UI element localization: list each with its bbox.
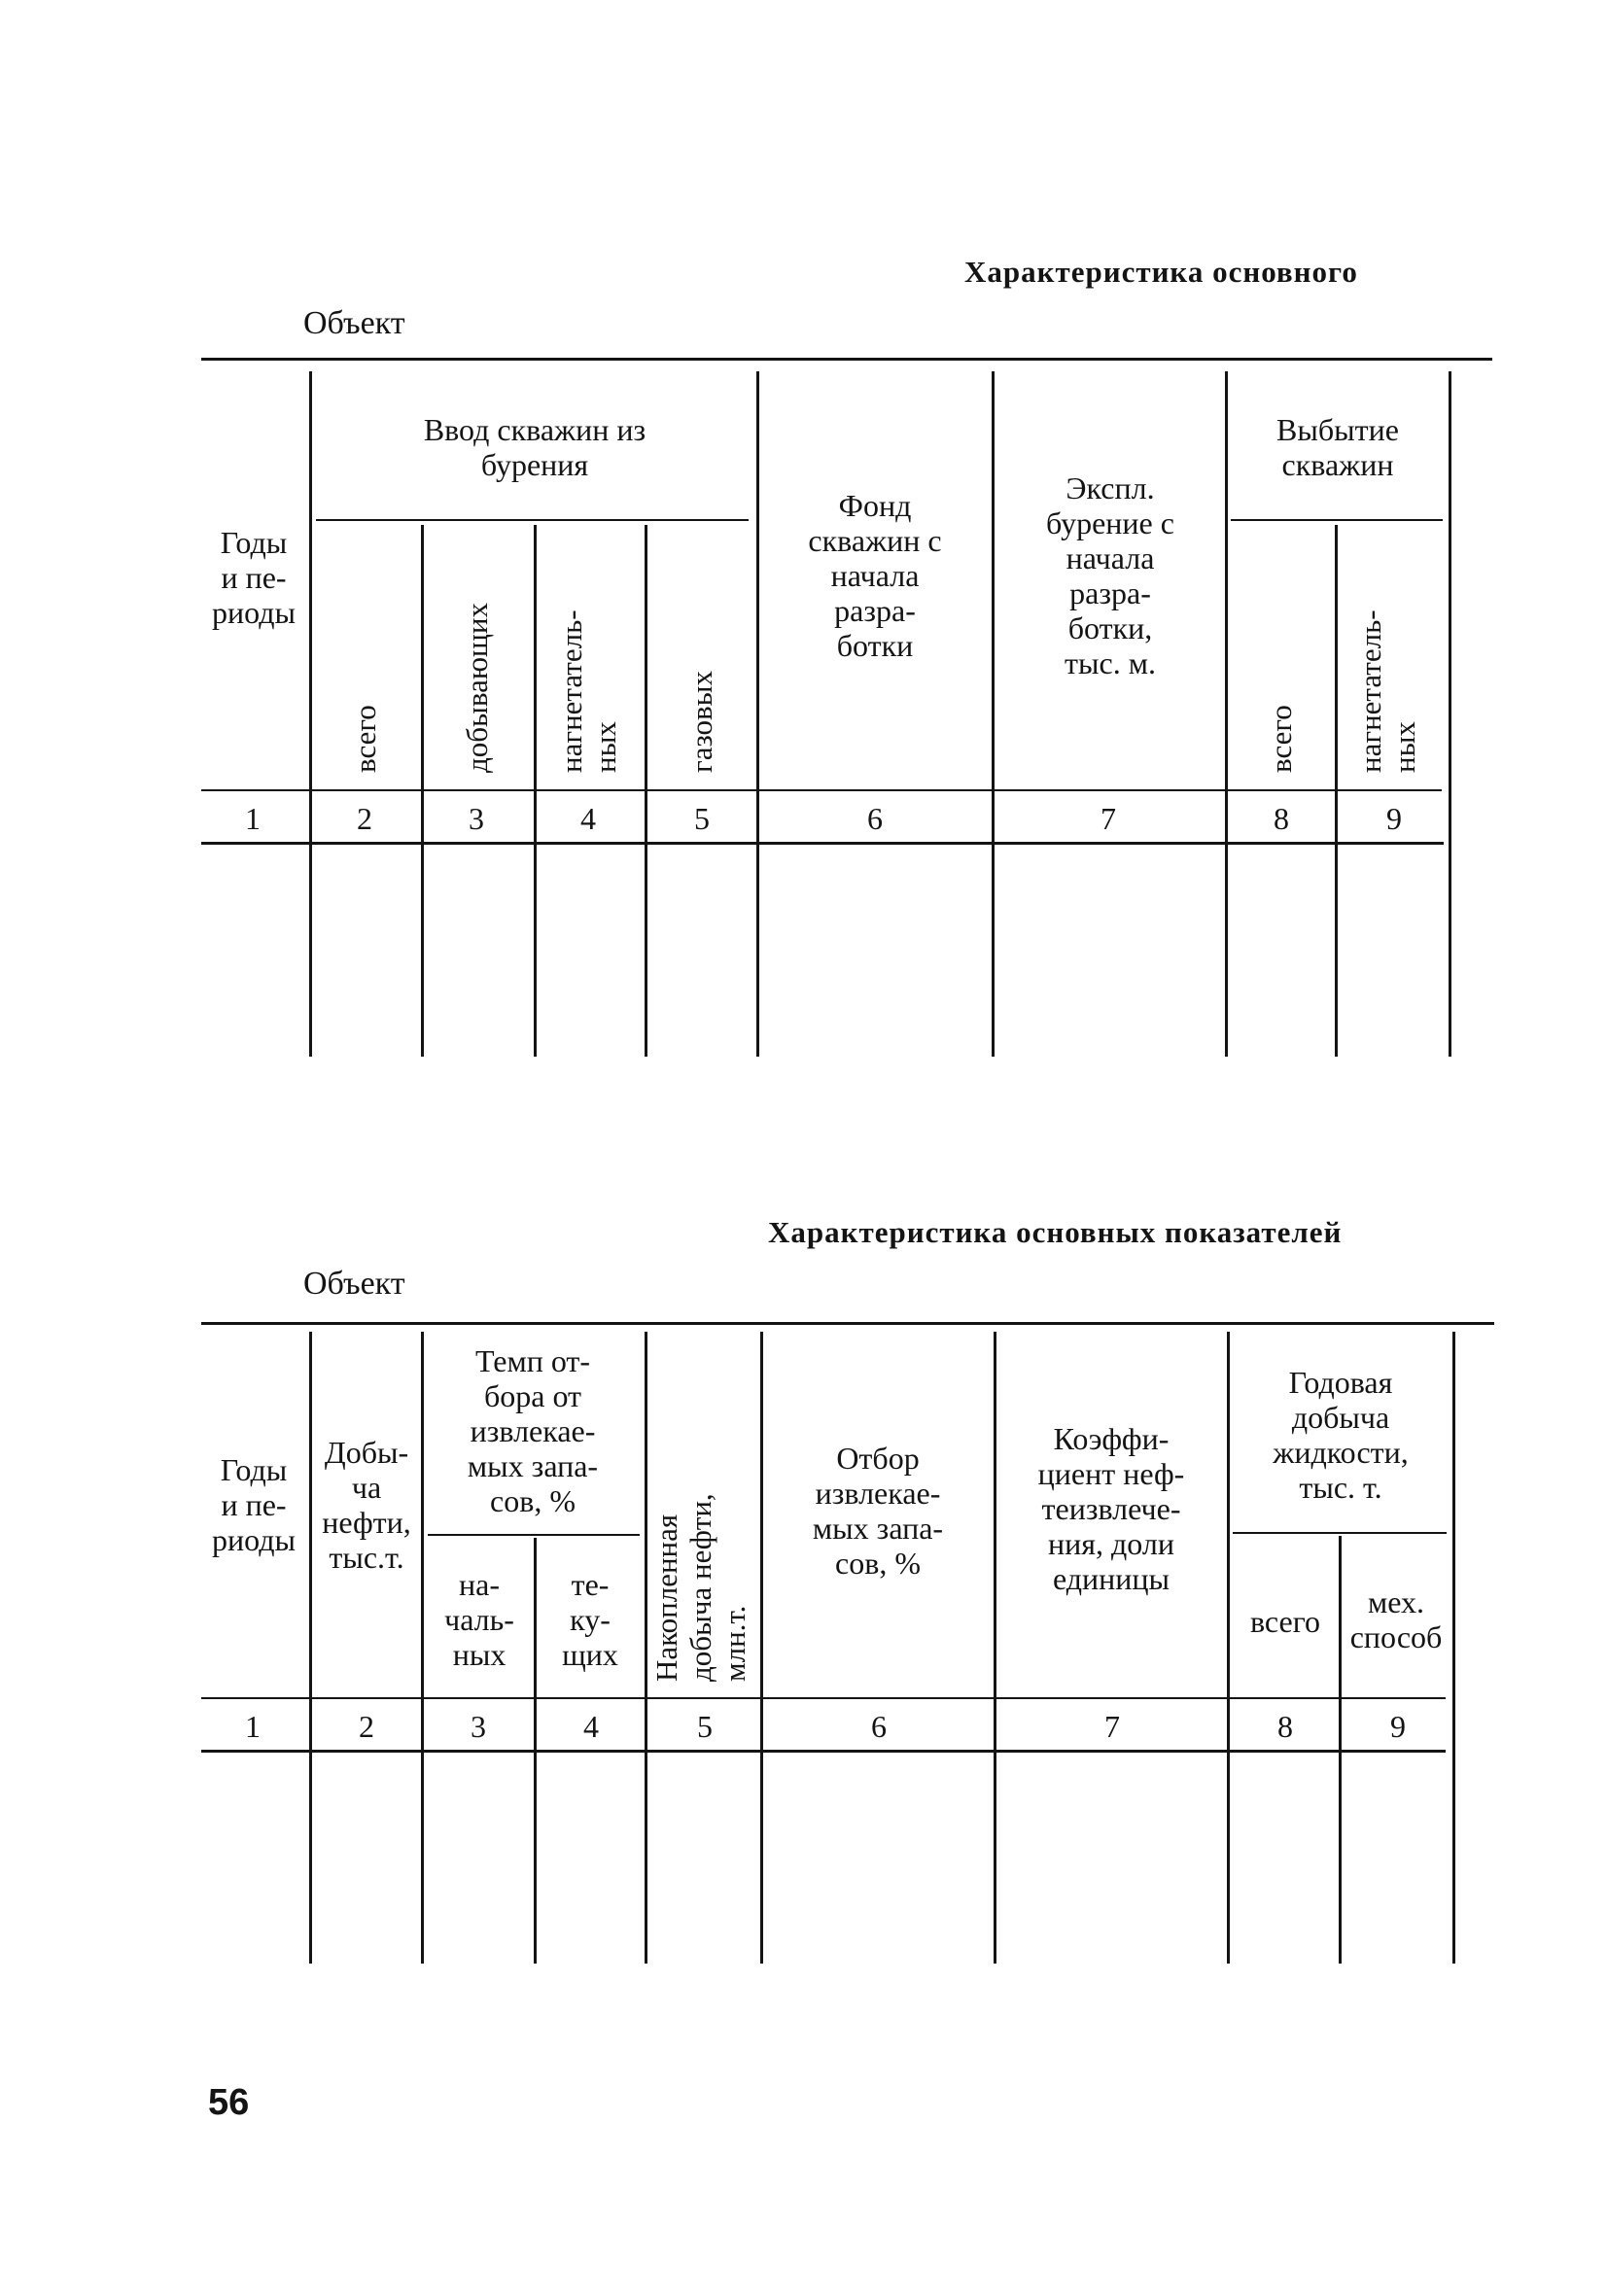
- table2-title: Характеристика основных показателей: [768, 1215, 1343, 1249]
- table1-col-number: 6: [867, 801, 883, 836]
- table2-header-years: Годы и пе- риоды: [212, 1452, 296, 1557]
- table1-header-gas: газовых: [684, 670, 718, 773]
- table1-top-rule: [201, 358, 1492, 361]
- table2-group-rule: [428, 1534, 640, 1536]
- table2-vline: [1452, 1332, 1455, 1964]
- table1-header-injection: нагнетатель- ных: [554, 609, 622, 773]
- table2-header-liquid-group: Годовая добыча жидкости, тыс. т.: [1273, 1365, 1409, 1505]
- table1-header-total: всего: [348, 705, 382, 773]
- table2-number-rule: [201, 1697, 1446, 1699]
- table2-top-rule: [201, 1322, 1494, 1325]
- table1-col-number: 9: [1386, 801, 1402, 836]
- table2-col-number: 2: [359, 1709, 374, 1744]
- table1-col-number: 1: [245, 801, 261, 836]
- table1-col-number: 7: [1100, 801, 1116, 836]
- table1-group-rule: [1231, 519, 1443, 521]
- table2-header-current: те- ку- щих: [562, 1567, 618, 1672]
- table1-object-label: Объект: [303, 305, 405, 341]
- table1-vline: [992, 371, 995, 1057]
- table2-vline: [1227, 1332, 1230, 1964]
- table2-header-cumulative: Накопленная добыча нефти, млн.т.: [649, 1493, 751, 1682]
- table2-col-number: 7: [1104, 1709, 1120, 1744]
- table1-header-fund: Фонд скважин с начала разра- ботки: [808, 488, 942, 663]
- table2-header-bottom-rule: [201, 1750, 1446, 1753]
- table2-header-oil: Добы- ча нефти, тыс.т.: [322, 1435, 411, 1575]
- table1-header-years: Годы и пе- риоды: [212, 525, 296, 630]
- table1-header-retire-group: Выбытие скважин: [1276, 412, 1399, 482]
- table2-col-number: 9: [1390, 1709, 1406, 1744]
- table1-header-retire-total: всего: [1264, 705, 1298, 773]
- table1-col-number: 2: [357, 801, 372, 836]
- table1-col-number: 3: [469, 801, 484, 836]
- table2-col-number: 8: [1277, 1709, 1293, 1744]
- table1-header-retire-injection: нагнетатель- ных: [1353, 609, 1421, 773]
- page-number: 56: [208, 2082, 250, 2123]
- table1-vline: [756, 371, 759, 1057]
- table2-vline: [760, 1332, 763, 1964]
- table1-header-bottom-rule: [201, 842, 1444, 845]
- table1-col-number: 4: [580, 801, 596, 836]
- table2-vline: [309, 1332, 312, 1964]
- table1-col-number: 8: [1274, 801, 1289, 836]
- table2-col-number: 1: [245, 1709, 261, 1744]
- table2-header-coef: Коэффи- циент неф- теизвлече- ния, доли единицы: [1037, 1421, 1185, 1596]
- table1-header-producing: добывающих: [460, 603, 494, 773]
- table1-col-number: 5: [694, 801, 710, 836]
- table2-col-number: 4: [583, 1709, 599, 1744]
- table1-header-expl: Экспл. бурение с начала разра- ботки, тыс. м.: [1046, 470, 1174, 680]
- table2-header-liquid-total: всего: [1249, 1604, 1321, 1639]
- table1-number-rule: [201, 789, 1442, 791]
- table1-vline: [309, 371, 312, 1057]
- table1-header-drilling-group: Ввод скважин из бурения: [423, 412, 646, 482]
- table2-header-liquid-mech: мех. способ: [1349, 1584, 1443, 1654]
- table1-title: Характеристика основного: [964, 255, 1358, 289]
- table2-col-number: 5: [697, 1709, 713, 1744]
- table2-col-number: 6: [871, 1709, 887, 1744]
- table1-vline: [1449, 371, 1451, 1057]
- table2-header-initial: на- чаль- ных: [444, 1567, 514, 1672]
- table2-object-label: Объект: [303, 1266, 405, 1302]
- table2-header-recovery: Отбор извлекае- мых запа- сов, %: [812, 1441, 944, 1581]
- table2-col-number: 3: [471, 1709, 486, 1744]
- table2-header-rate-group: Темп от- бора от извлекае- мых запа- сов, %: [467, 1343, 599, 1518]
- table2-vline: [645, 1332, 647, 1964]
- table1-vline: [1225, 371, 1228, 1057]
- table2-vline: [421, 1332, 424, 1964]
- table2-vline: [994, 1332, 996, 1964]
- table2-group-rule: [1233, 1532, 1447, 1534]
- table1-group-rule: [316, 519, 749, 521]
